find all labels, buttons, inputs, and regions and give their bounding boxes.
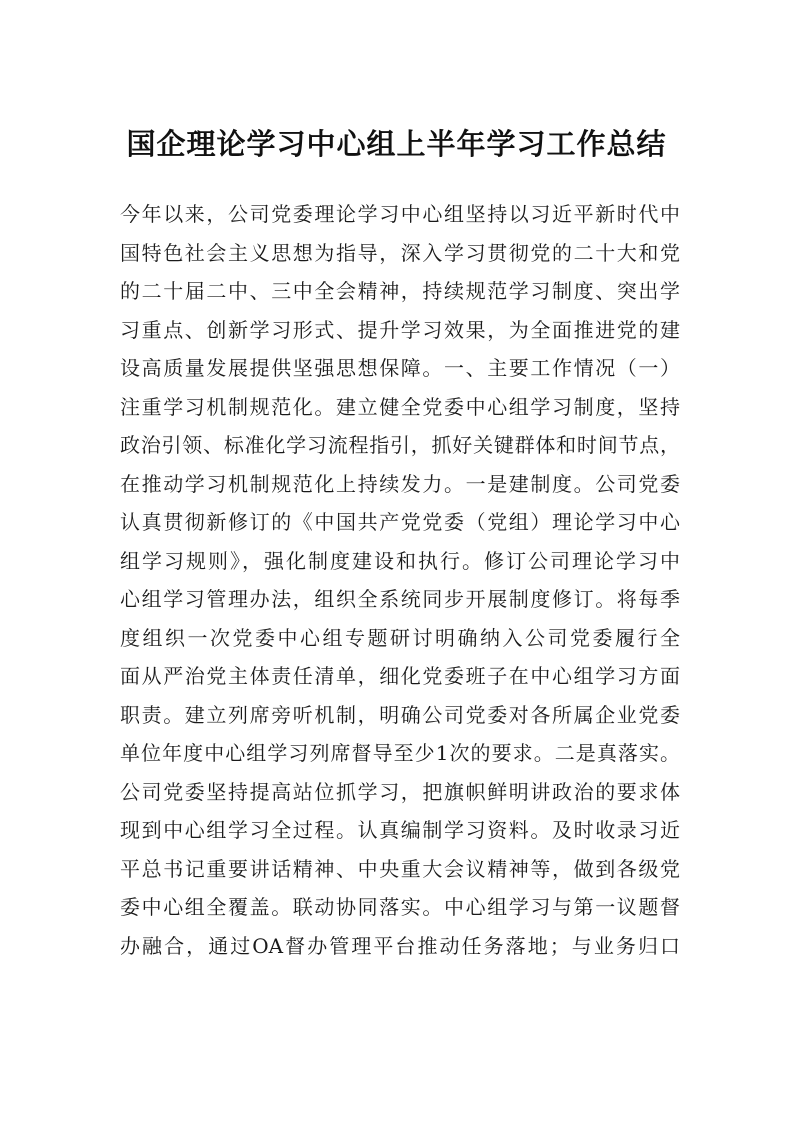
body-line: 公司党委坚持提高站位抓学习，把旗帜鲜明讲政治的要求体: [120, 779, 680, 804]
body-line: 政治引领、标准化学习流程指引，抓好关键群体和时间节点，: [120, 433, 680, 457]
body-line: 办融合，通过OA督办管理平台推动任务落地；与业务归口: [120, 933, 680, 958]
body-line: 现到中心组学习全过程。认真编制学习资料。及时收录习近: [120, 818, 680, 842]
document-body: [120, 195, 680, 965]
body-line: 委中心组全覆盖。联动协同落实。中心组学习与第一议题督: [120, 895, 680, 919]
body-line: 平总书记重要讲话精神、中央重大会议精神等，做到各级党: [120, 856, 680, 881]
body-line: 的二十届二中、三中全会精神，持续规范学习制度、突出学: [120, 279, 680, 303]
body-line: 度组织一次党委中心组专题研讨明确纳入公司党委履行全: [120, 625, 680, 650]
body-line: 习重点、创新学习形式、提升学习效果，为全面推进党的建: [120, 317, 680, 342]
body-line: 国特色社会主义思想为指导，深入学习贯彻党的二十大和党: [120, 240, 680, 265]
body-line: 职责。建立列席旁听机制，明确公司党委对各所属企业党委: [120, 702, 680, 727]
body-line: 单位年度中心组学习列席督导至少1次的要求。二是真落实。: [120, 741, 680, 765]
body-line: 今年以来，公司党委理论学习中心组坚持以习近平新时代中: [120, 202, 680, 226]
body-line: 面从严治党主体责任清单，细化党委班子在中心组学习方面: [120, 664, 680, 688]
body-line: 心组学习管理办法，组织全系统同步开展制度修订。将每季: [120, 587, 680, 611]
body-line: 在推动学习机制规范化上持续发力。一是建制度。公司党委: [120, 471, 680, 496]
body-line: 注重学习机制规范化。建立健全党委中心组学习制度，坚持: [120, 394, 680, 419]
body-line: 组学习规则》，强化制度建设和执行。修订公司理论学习中: [120, 548, 680, 573]
document-title: 国企理论学习中心组上半年学习工作总结: [126, 127, 667, 161]
body-line: 设高质量发展提供坚强思想保障。一、主要工作情况（一）: [120, 356, 680, 380]
body-line: 认真贯彻新修订的《中国共产党党委（党组）理论学习中心: [120, 510, 680, 534]
